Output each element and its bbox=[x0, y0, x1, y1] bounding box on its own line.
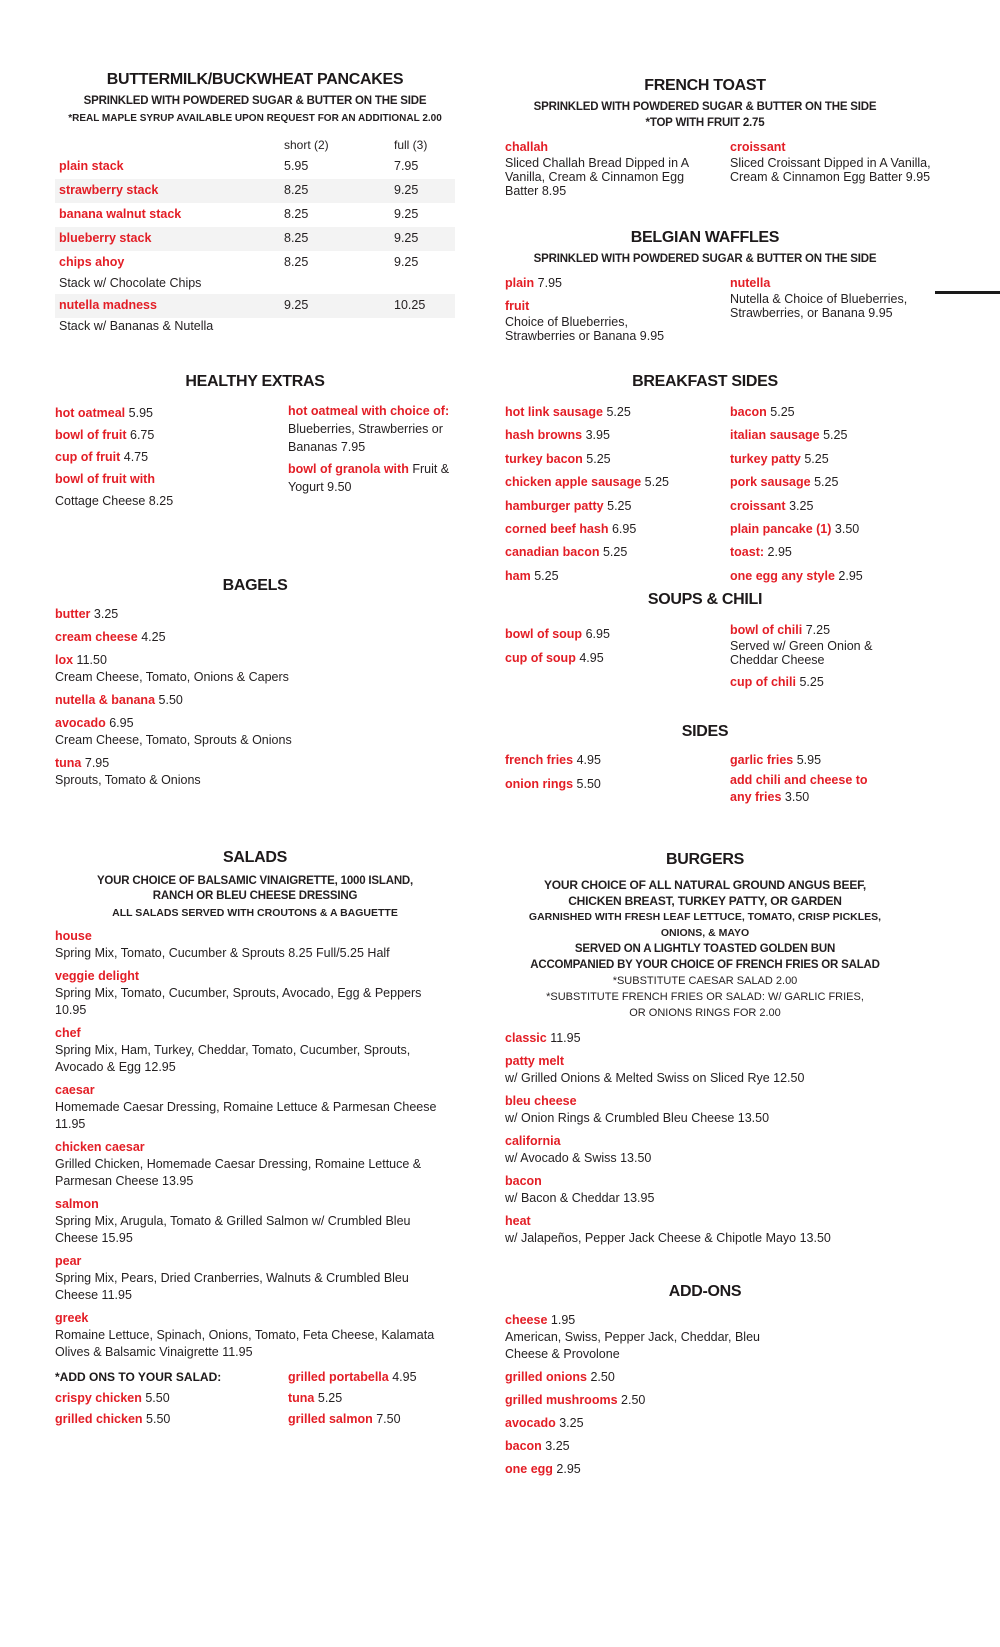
column-header-short: short (2) bbox=[284, 138, 329, 152]
list-item: canadian bacon 5.25 bbox=[505, 545, 628, 560]
list-item: cup of fruit 4.75 bbox=[55, 450, 149, 464]
list-item: corned beef hash 6.95 bbox=[505, 522, 637, 537]
list-item: grilled portabella 4.95 bbox=[288, 1370, 417, 1384]
list-item: hot oatmeal 5.95 bbox=[55, 406, 153, 420]
list-item: butter 3.25 bbox=[55, 607, 119, 621]
section-breakfast-sides bbox=[505, 372, 945, 588]
list-item: lox 11.50 Cream Cheese, Tomato, Onions & Capers bbox=[55, 653, 289, 684]
list-item: fruit Choice of Blueberries, Strawberries or Banana 9.95 bbox=[505, 299, 665, 343]
list-item: one egg 2.95 bbox=[505, 1462, 581, 1476]
list-item: plain pancake (1) 3.50 bbox=[730, 522, 860, 537]
section-subtitle: ONIONS, & MAYO bbox=[660, 927, 750, 939]
list-item: pork sausage 5.25 bbox=[730, 475, 839, 490]
breakfast-left-column bbox=[505, 401, 730, 588]
list-item: caesar Homemade Caesar Dressing, Romaine Lettuce & Parmesan Cheese 11.95 bbox=[55, 1083, 437, 1131]
section-title: BURGERS bbox=[666, 851, 744, 868]
list-item: hot oatmeal with choice of: Blueberries, Strawberries or Bananas 7.95 bbox=[288, 404, 450, 454]
list-item: bowl of soup 6.95 bbox=[505, 627, 610, 641]
list-item: grilled salmon 7.50 bbox=[288, 1412, 401, 1426]
list-item: turkey bacon 5.25 bbox=[505, 451, 611, 466]
list-item: heat w/ Jalapeños, Pepper Jack Cheese & Chipotle Mayo 13.50 bbox=[505, 1214, 831, 1245]
section-healthy-extras bbox=[55, 372, 455, 512]
item-name: banana walnut stack bbox=[59, 207, 182, 221]
section-subtitle: SERVED ON A LIGHTLY TOASTED GOLDEN BUN bbox=[574, 943, 836, 955]
section-subtitle: ACCOMPANIED BY YOUR CHOICE OF FRENCH FRIES OR SALAD bbox=[530, 959, 880, 971]
section-salads bbox=[55, 848, 455, 1430]
item-name: chips ahoy bbox=[59, 255, 125, 269]
section-burgers bbox=[505, 850, 945, 1253]
price-full: 10.25 bbox=[394, 298, 426, 312]
list-item: hot link sausage 5.25 bbox=[505, 405, 631, 419]
price-short: 8.25 bbox=[284, 207, 309, 221]
healthy-left-column bbox=[55, 402, 288, 512]
list-item: avocado 3.25 bbox=[505, 1416, 584, 1430]
list-item: croissant 3.25 bbox=[730, 498, 814, 513]
list-item: add chili and cheese to any fries 3.50 bbox=[730, 773, 868, 804]
list-item: cream cheese 4.25 bbox=[55, 630, 166, 644]
section-french-toast bbox=[505, 76, 945, 198]
section-note: *SUBSTITUTE FRENCH FRIES OR SALAD: W/ GARLIC FRIES, bbox=[546, 991, 864, 1003]
section-title: SALADS bbox=[223, 849, 287, 866]
price-full: 9.25 bbox=[394, 207, 419, 221]
section-note: *TOP WITH FRUIT 2.75 bbox=[645, 117, 765, 129]
section-title: BAGELS bbox=[222, 577, 288, 594]
price-short: 8.25 bbox=[284, 231, 309, 245]
item-desc: Stack w/ Chocolate Chips bbox=[59, 276, 202, 290]
list-item: grilled onions 2.50 bbox=[505, 1370, 615, 1384]
list-item: nutella & banana 5.50 bbox=[55, 693, 183, 707]
list-item: crispy chicken 5.50 bbox=[55, 1391, 170, 1405]
section-waffles bbox=[505, 228, 945, 343]
section-title: BUTTERMILK/BUCKWHEAT PANCAKES bbox=[106, 71, 404, 88]
list-item: classic 11.95 bbox=[505, 1031, 581, 1045]
list-item: salmon Spring Mix, Arugula, Tomato & Grilled Salmon w/ Crumbled Bleu Cheese 15.95 bbox=[55, 1197, 411, 1245]
price-short: 5.95 bbox=[284, 159, 309, 173]
price-full: 9.25 bbox=[394, 231, 419, 245]
list-item: toast: 2.95 bbox=[730, 545, 792, 560]
list-item: onion rings 5.50 bbox=[505, 777, 601, 791]
section-title: SIDES bbox=[681, 723, 729, 740]
price-short: 8.25 bbox=[284, 255, 309, 269]
section-soups-chili bbox=[505, 590, 945, 691]
item-desc: Stack w/ Bananas & Nutella bbox=[59, 319, 214, 333]
section-title: BREAKFAST SIDES bbox=[632, 373, 778, 390]
list-item: bleu cheese w/ Onion Rings & Crumbled Bleu Cheese 13.50 bbox=[505, 1094, 770, 1125]
item-name: strawberry stack bbox=[59, 183, 159, 197]
list-item: one egg any style 2.95 bbox=[730, 568, 863, 583]
list-item: bowl of fruit with Cottage Cheese 8.25 bbox=[55, 472, 174, 508]
pancakes-table bbox=[55, 137, 455, 337]
section-add-ons bbox=[505, 1282, 945, 1484]
section-note: *SUBSTITUTE CAESAR SALAD 2.00 bbox=[612, 975, 798, 987]
section-title: SOUPS & CHILI bbox=[647, 591, 763, 608]
price-full: 7.95 bbox=[394, 159, 419, 173]
list-item: ham 5.25 bbox=[505, 568, 559, 583]
list-item: cup of chili 5.25 bbox=[730, 675, 824, 689]
section-title: BELGIAN WAFFLES bbox=[630, 229, 780, 246]
list-item: challah Sliced Challah Bread Dipped in A Vanilla, Cream & Cinnamon Egg Batter 8.95 bbox=[505, 140, 689, 198]
table-row bbox=[55, 203, 455, 227]
section-title: FRENCH TOAST bbox=[644, 77, 766, 94]
price-full: 9.25 bbox=[394, 255, 419, 269]
list-item: plain 7.95 bbox=[505, 276, 562, 290]
column-header-full: full (3) bbox=[394, 138, 428, 152]
list-item: garlic fries 5.95 bbox=[730, 753, 822, 767]
section-note: ALL SALADS SERVED WITH CROUTONS & A BAGUETTE bbox=[112, 907, 398, 919]
list-item: bowl of granola with Fruit & Yogurt 9.50 bbox=[288, 462, 450, 494]
section-sides bbox=[505, 722, 945, 806]
list-item: cheese 1.95 American, Swiss, Pepper Jack, Cheddar, Bleu Cheese & Provolone bbox=[505, 1313, 760, 1361]
list-item: bowl of chili 7.25 Served w/ Green Onion & Cheddar Cheese bbox=[730, 623, 873, 667]
pancakes-table-header bbox=[55, 137, 455, 155]
list-item: hamburger patty 5.25 bbox=[505, 498, 632, 513]
list-item: cup of soup 4.95 bbox=[505, 651, 604, 665]
table-row bbox=[55, 155, 455, 179]
table-row bbox=[55, 294, 455, 337]
list-item: bacon 3.25 bbox=[505, 1439, 570, 1453]
healthy-right-column bbox=[288, 402, 455, 512]
section-bagels bbox=[55, 576, 455, 795]
section-subtitle: RANCH OR BLEU CHEESE DRESSING bbox=[152, 890, 358, 902]
section-note: *REAL MAPLE SYRUP AVAILABLE UPON REQUEST FOR AN ADDITIONAL 2.00 bbox=[68, 113, 442, 124]
section-subtitle: YOUR CHOICE OF BALSAMIC VINAIGRETTE, 1000 ISLAND, bbox=[96, 875, 414, 887]
list-item: tuna 7.95 Sprouts, Tomato & Onions bbox=[55, 756, 201, 787]
section-subtitle: SPRINKLED WITH POWDERED SUGAR & BUTTER ON THE SIDE bbox=[533, 253, 877, 265]
list-item: california w/ Avocado & Swiss 13.50 bbox=[505, 1134, 652, 1165]
list-item: italian sausage 5.25 bbox=[730, 428, 848, 443]
list-item: house Spring Mix, Tomato, Cucumber & Sprouts 8.25 Full/5.25 Half bbox=[55, 929, 390, 960]
price-full: 9.25 bbox=[394, 183, 419, 197]
item-name: nutella madness bbox=[59, 298, 157, 312]
section-subtitle: CHICKEN BREAST, TURKEY PATTY, OR GARDEN bbox=[568, 894, 842, 908]
list-item: pear Spring Mix, Pears, Dried Cranberries, Walnuts & Crumbled Bleu Cheese 11.95 bbox=[55, 1254, 409, 1302]
section-pancakes bbox=[55, 70, 455, 337]
table-row bbox=[55, 179, 455, 203]
list-item: bacon w/ Bacon & Cheddar 13.95 bbox=[505, 1174, 655, 1205]
list-item: nutella Nutella & Choice of Blueberries, Strawberries, or Banana 9.95 bbox=[730, 276, 908, 320]
salad-addons bbox=[55, 1367, 455, 1430]
list-item: french fries 4.95 bbox=[505, 753, 601, 767]
section-subtitle: SPRINKLED WITH POWDERED SUGAR & BUTTER ON THE SIDE bbox=[533, 101, 877, 113]
list-item: croissant Sliced Croissant Dipped in A Vanilla, Cream & Cinnamon Egg Batter 9.95 bbox=[730, 140, 931, 184]
table-row bbox=[55, 251, 455, 294]
table-row bbox=[55, 227, 455, 251]
list-item: chef Spring Mix, Ham, Turkey, Cheddar, Tomato, Cucumber, Sprouts, Avocado & Egg 12.95 bbox=[55, 1026, 411, 1074]
breakfast-right-column bbox=[730, 401, 945, 588]
list-item: patty melt w/ Grilled Onions & Melted Swiss on Sliced Rye 12.50 bbox=[505, 1054, 805, 1085]
list-item: greek Romaine Lettuce, Spinach, Onions, Tomato, Feta Cheese, Kalamata Olives & Balsamic Vinaigrette 11.95 bbox=[55, 1311, 435, 1359]
section-title: ADD-ONS bbox=[668, 1283, 742, 1300]
list-item: turkey patty 5.25 bbox=[730, 451, 829, 466]
list-item: chicken caesar Grilled Chicken, Homemade Caesar Dressing, Romaine Lettuce & Parmesan Cheese 13.95 bbox=[55, 1140, 422, 1188]
price-short: 9.25 bbox=[284, 298, 309, 312]
section-subtitle: GARNISHED WITH FRESH LEAF LETTUCE, TOMATO, CRISP PICKLES, bbox=[528, 911, 882, 923]
salad-addons-label: *ADD ONS TO YOUR SALAD: bbox=[55, 1370, 222, 1384]
price-short: 8.25 bbox=[284, 183, 309, 197]
list-item: bacon 5.25 bbox=[730, 405, 795, 419]
list-item: chicken apple sausage 5.25 bbox=[505, 475, 670, 490]
list-item: bowl of fruit 6.75 bbox=[55, 428, 155, 442]
section-note: OR ONIONS RINGS FOR 2.00 bbox=[629, 1007, 781, 1019]
list-item: grilled mushrooms 2.50 bbox=[505, 1393, 646, 1407]
list-item: avocado 6.95 Cream Cheese, Tomato, Sprouts & Onions bbox=[55, 716, 292, 747]
section-subtitle: SPRINKLED WITH POWDERED SUGAR & BUTTER ON THE SIDE bbox=[83, 95, 427, 107]
item-name: plain stack bbox=[59, 159, 124, 173]
list-item: tuna 5.25 bbox=[288, 1391, 343, 1405]
item-name: blueberry stack bbox=[59, 231, 152, 245]
list-item: veggie delight Spring Mix, Tomato, Cucumber, Sprouts, Avocado, Egg & Peppers 10.95 bbox=[55, 969, 422, 1017]
list-item: hash browns 3.95 bbox=[505, 428, 610, 443]
section-subtitle: YOUR CHOICE OF ALL NATURAL GROUND ANGUS BEEF, bbox=[543, 878, 867, 892]
list-item: grilled chicken 5.50 bbox=[55, 1412, 171, 1426]
section-title: HEALTHY EXTRAS bbox=[185, 373, 325, 390]
